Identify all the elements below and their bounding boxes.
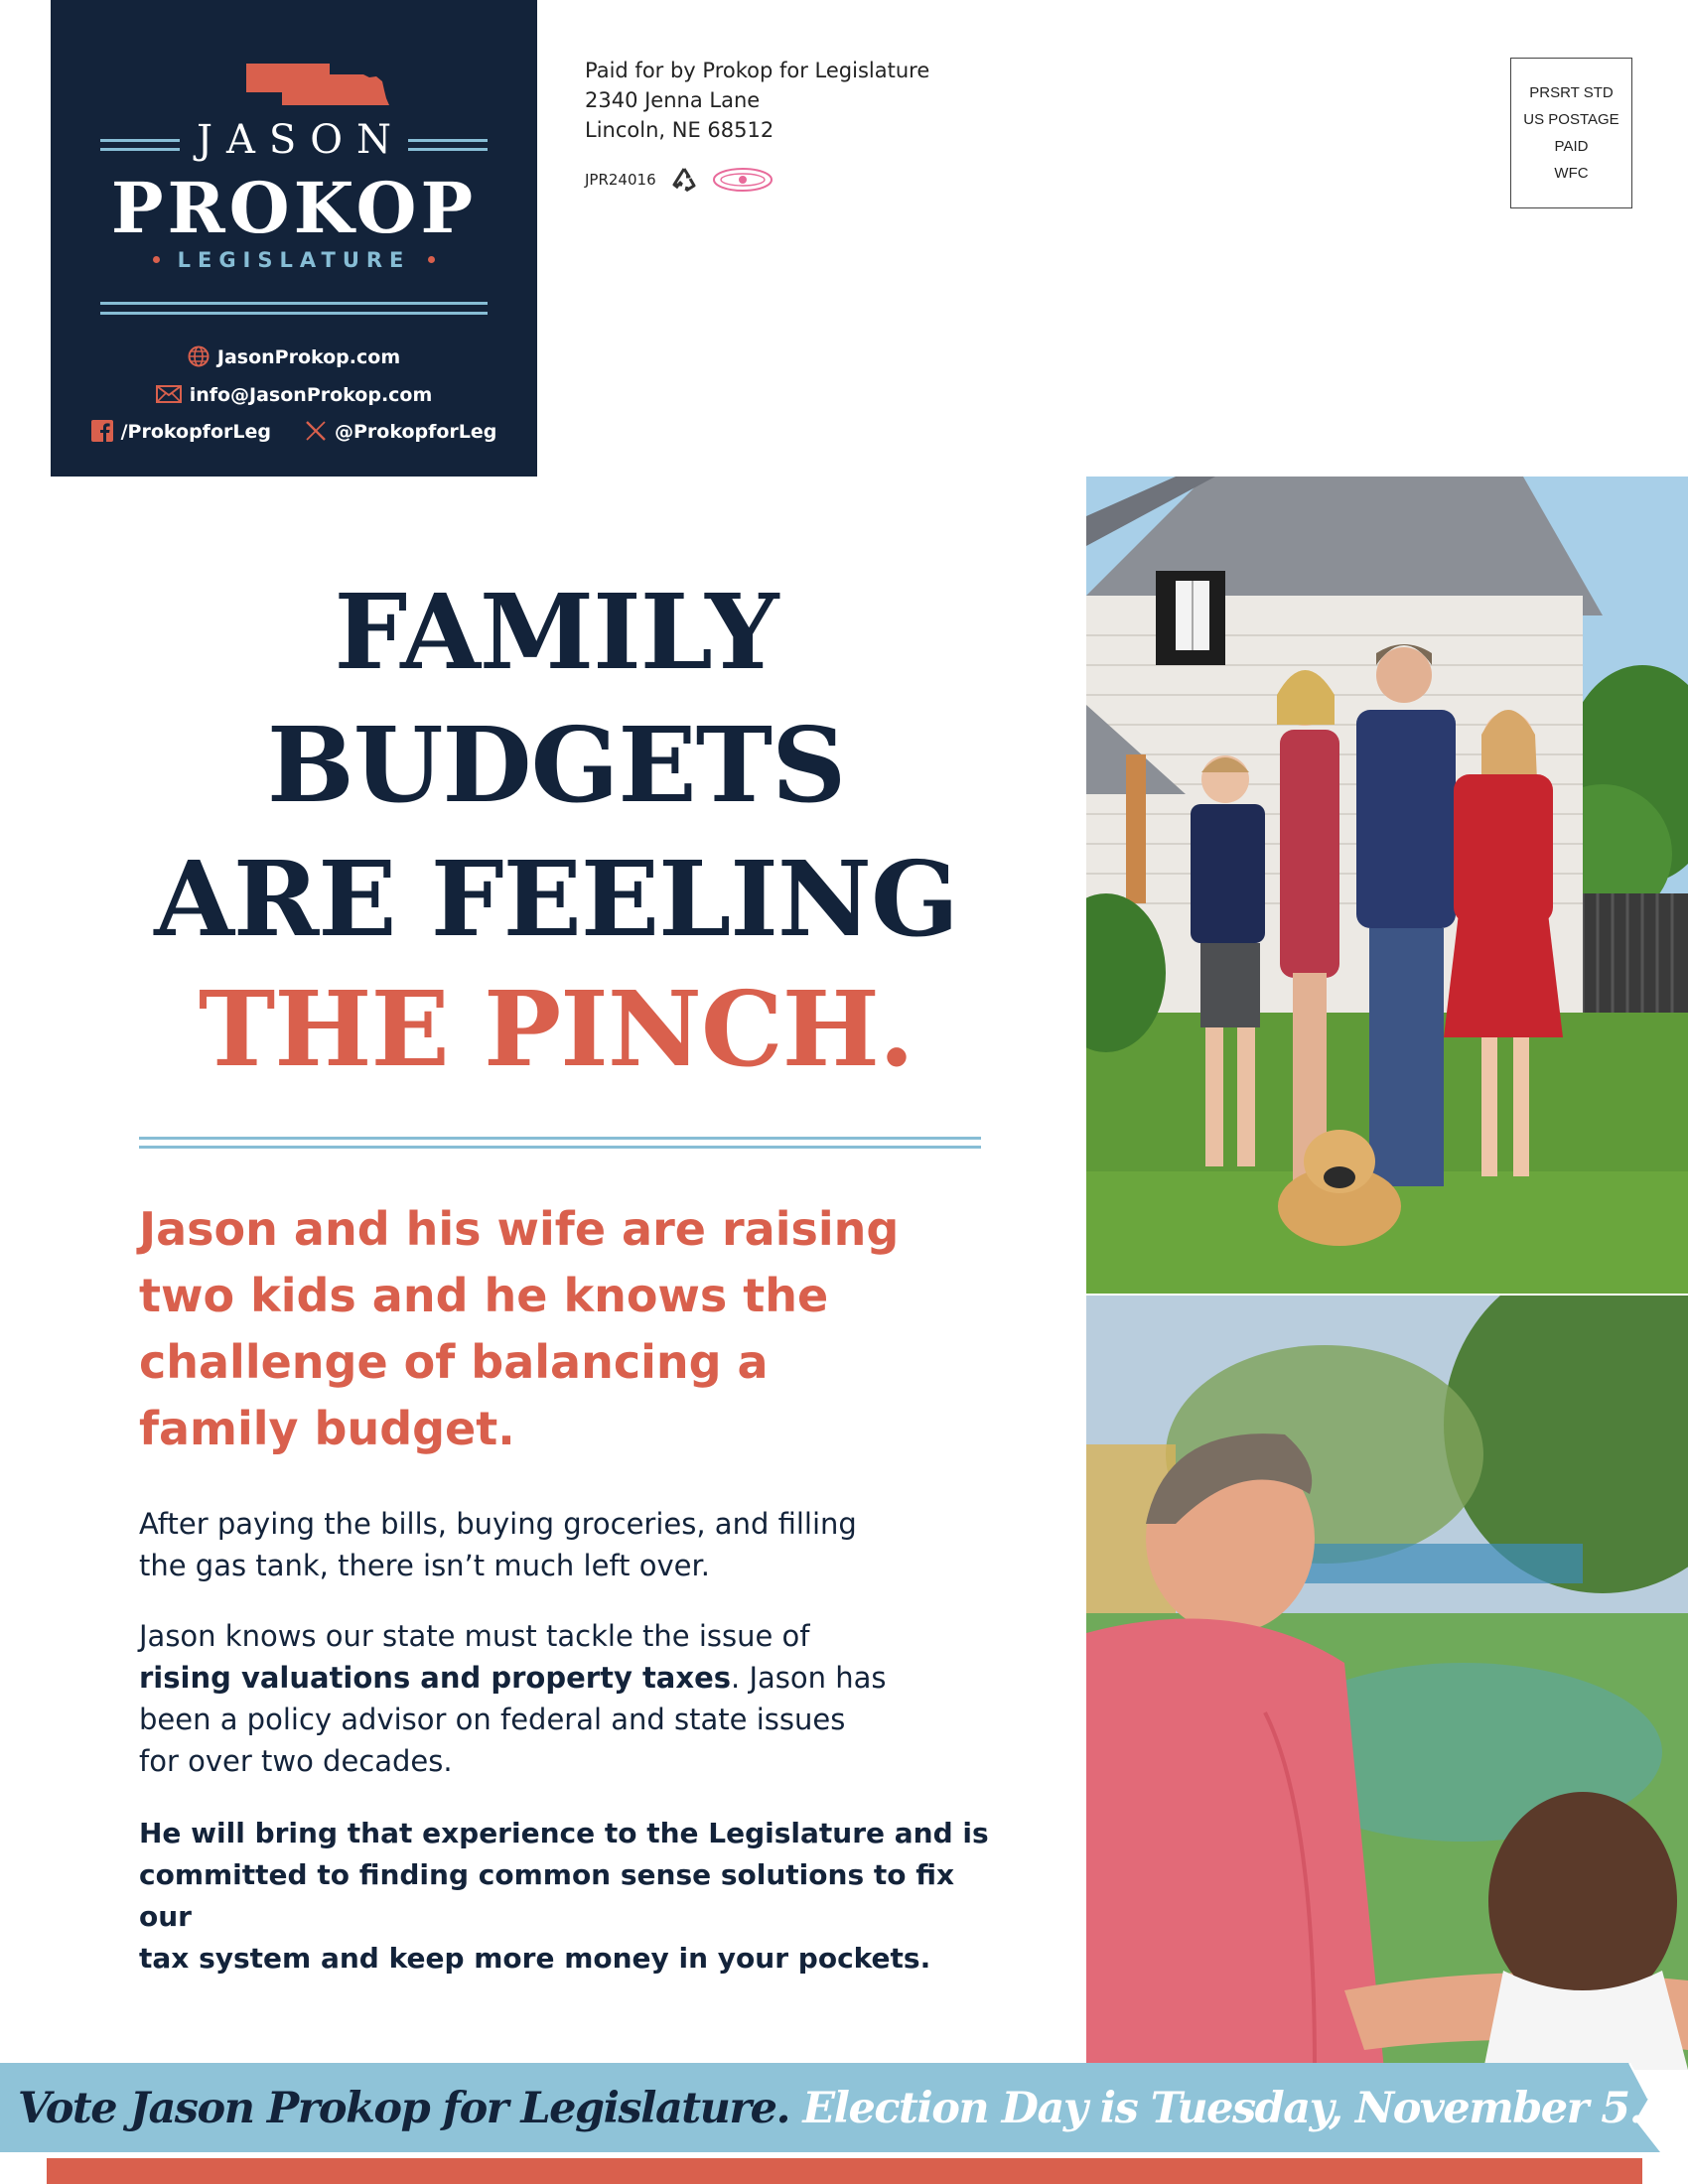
logo-subtitle: LEGISLATURE	[177, 248, 411, 272]
p2-line-2-rest: . Jason has	[731, 1661, 887, 1695]
p2-line-1: Jason knows our state must tackle the issue of	[139, 1619, 810, 1653]
facebook-link[interactable]: /ProkopforLeg	[120, 421, 271, 443]
headline-line-4: THE PINCH.	[198, 968, 914, 1090]
bottom-accent-bar	[47, 2158, 1642, 2184]
headline-line-3: ARE FEELING	[154, 838, 958, 960]
subhead-line-3: challenge of balancing a	[139, 1335, 769, 1389]
envelope-icon	[156, 385, 182, 403]
p2-line-4: for over two decades.	[139, 1744, 453, 1778]
recycle-icon	[670, 166, 698, 194]
postage-line-3: PAID	[1554, 138, 1589, 155]
subhead-line-1: Jason and his wife are raising	[139, 1202, 900, 1256]
city-line: Lincoln, NE 68512	[585, 118, 774, 142]
subhead-line-2: two kids and he knows the	[139, 1269, 829, 1322]
union-bug-icon	[712, 167, 774, 193]
body-paragraph-1	[139, 1503, 983, 1586]
vote-message: Vote Jason Prokop for Legislature.	[17, 2084, 789, 2133]
logo-subtitle-row	[51, 248, 537, 272]
p1-line-1: After paying the bills, buying groceries, and filling	[139, 1507, 857, 1541]
postage-line-1: PRSRT STD	[1529, 84, 1614, 101]
paid-for-line: Paid for by Prokop for Legislature	[585, 59, 930, 82]
postage-line-4: WFC	[1554, 165, 1589, 182]
family-photo	[1086, 477, 1688, 1294]
logo-double-rule	[100, 302, 488, 315]
election-day-message: Election Day is Tuesday, November 5.	[802, 2084, 1643, 2133]
facebook-icon	[91, 420, 113, 442]
p3-line-2: committed to finding common sense solutions to fix our	[139, 1858, 955, 1933]
address-line: 2340 Jenna Lane	[585, 88, 761, 112]
postage-line-2: US POSTAGE	[1523, 111, 1619, 128]
website-row	[51, 346, 537, 368]
social-row	[51, 421, 537, 443]
dot-icon	[428, 256, 435, 263]
subhead	[139, 1196, 1003, 1462]
body-paragraph-2	[139, 1615, 983, 1782]
indicia-block	[585, 56, 929, 145]
election-banner-text	[0, 2083, 1660, 2134]
website-link[interactable]: JasonProkop.com	[216, 346, 401, 368]
headline-line-2: BUDGETS	[266, 704, 846, 826]
headline-double-rule	[139, 1137, 981, 1149]
headline-line-1: FAMILY	[334, 571, 778, 693]
nebraska-map-icon	[244, 62, 393, 107]
postage-indicia	[1510, 58, 1632, 208]
p3-line-3: tax system and keep more money in your pockets.	[139, 1942, 931, 1975]
globe-icon	[188, 345, 210, 367]
p2-bold-phrase: rising valuations and property taxes	[139, 1661, 732, 1695]
body-paragraph-3	[139, 1813, 1013, 1979]
logo-last-name: PROKOP	[110, 167, 478, 249]
x-icon	[305, 420, 327, 442]
email-row	[51, 384, 537, 406]
p3-line-1: He will bring that experience to the Legislature and is	[139, 1817, 989, 1849]
x-link[interactable]: @ProkopforLeg	[334, 421, 497, 443]
job-code-row	[585, 165, 774, 195]
subhead-line-4: family budget.	[139, 1402, 515, 1455]
email-link[interactable]: info@JasonProkop.com	[189, 384, 433, 406]
logo-block	[51, 0, 537, 477]
p2-line-2	[139, 1657, 983, 1699]
p1-line-2: the gas tank, there isn’t much left over.	[139, 1549, 710, 1582]
p2-line-3: been a policy advisor on federal and state issues	[139, 1703, 846, 1736]
logo-first-name: JASON	[196, 117, 406, 163]
job-code: JPR24016	[585, 171, 656, 189]
dot-icon	[153, 256, 160, 263]
father-son-photo	[1086, 1296, 1688, 2070]
